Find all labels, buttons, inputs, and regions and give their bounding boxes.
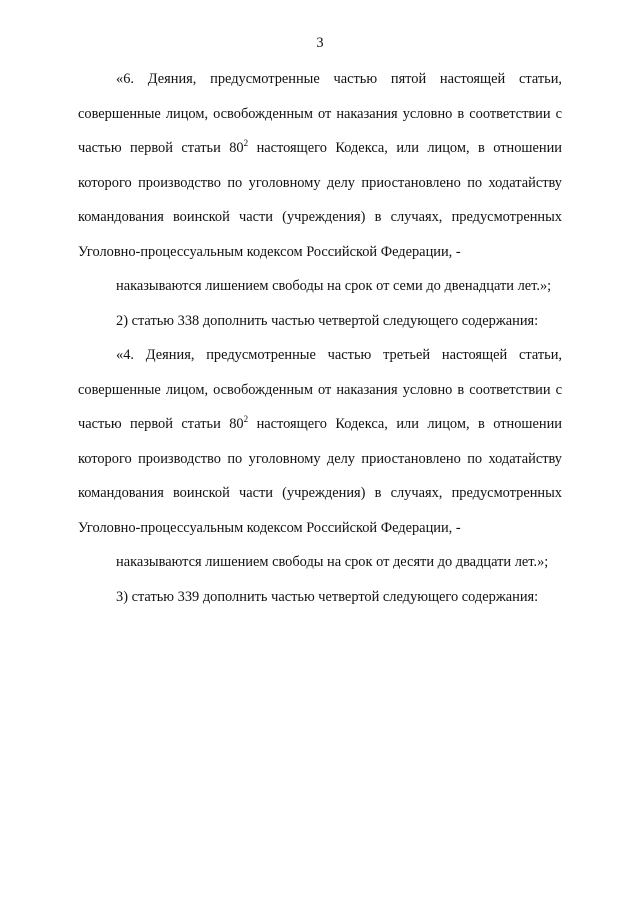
- paragraph-text: настоящего Кодекса, или лицом, в отношении которого производство по уголовному делу приостановлено по ходатайству командования воинской части (учреждения) в случаях, предусмотренных Уголовно-процессуальным кодексом Российской Федерации, -: [78, 416, 562, 536]
- paragraph-text: «4. Деяния, предусмотренные частью третьей настоящей статьи, совершенные лицом, освобожденным от наказания условно в соответствии с частью первой статьи 80: [78, 347, 562, 432]
- paragraph-punishment-2: наказываются лишением свободы на срок от десяти до двадцати лет.»;: [116, 554, 549, 570]
- superscript-article-index: 2: [243, 414, 249, 425]
- paragraph-part-6-amendment: [78, 62, 562, 269]
- body-text: [78, 62, 562, 614]
- paragraph-part-4-amendment: [78, 338, 562, 545]
- superscript-article-index: 2: [243, 138, 249, 149]
- paragraph-punishment-1: наказываются лишением свободы на срок от семи до двенадцати лет.»;: [116, 278, 552, 294]
- paragraph-item-2: 2) статью 338 дополнить частью четвертой следующего содержания:: [116, 312, 539, 329]
- paragraph-text: «6. Деяния, предусмотренные частью пятой настоящей статьи, совершенные лицом, освобожденным от наказания условно в соответствии с частью первой статьи 80: [78, 71, 562, 156]
- page-number: 3: [316, 35, 324, 51]
- paragraph-item-3: 3) статью 339 дополнить частью четвертой следующего содержания:: [116, 588, 539, 605]
- paragraph-text: настоящего Кодекса, или лицом, в отношении которого производство по уголовному делу приостановлено по ходатайству командования воинской части (учреждения) в случаях, предусмотренных Уголовно-процессуальным кодексом Российской Федерации, -: [78, 140, 562, 260]
